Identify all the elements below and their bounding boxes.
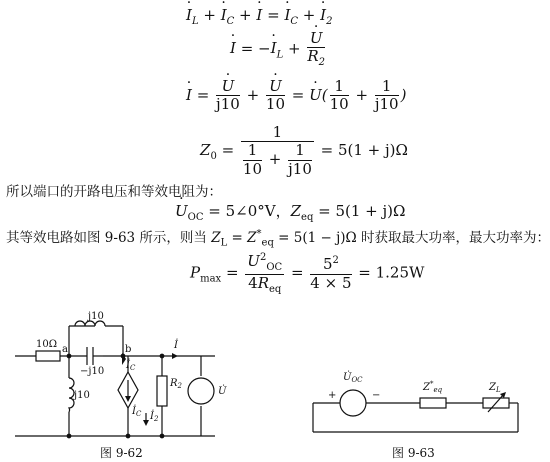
figure-9-62 [10,311,240,456]
label-node-a: a [62,344,68,355]
caption-fig-9-63: 图 9-63 [392,446,435,460]
label-zl: $Z_L$ [489,382,501,394]
equation-current: I · = $-I \cdot_L$ + $\frac{U \cdot}{R_2}$ [230,30,327,69]
label-u: U̇ [218,386,227,397]
label-left-inductor: j10 [74,390,90,401]
label-i: İ [174,340,178,351]
capacitor [87,347,103,365]
equation-z0: $Z_0$ = 1 $\frac{1}{10}$ + $\frac{1}{j10}$ = 5(1 + j)Ω [200,123,408,178]
resistor-10ohm [36,351,60,361]
paragraph-max-power-b: 时获取最大功率，最大功率为： [356,230,550,246]
label-i2: $İ_2$ [150,411,159,423]
resistor-r2 [157,376,167,406]
label-uoc: $U̇_{OC}$ [343,372,363,384]
label-r1: 10Ω [36,339,58,350]
label-top-inductor: j10 [88,311,104,322]
impedance-zeq [420,398,446,408]
equation-pmax: $P_{max}$ = $\frac{U^2_{OC}}{4R_{eq}}$ = $\frac{5^2}{4 \times 5}$ = 1.25W [190,252,425,295]
label-plus: + [328,390,337,401]
label-capacitor: −j10 [80,366,105,377]
equation-kcl: $I \cdot_L + I \cdot_C + I$ · = $I \cdot_C + I \cdot_2$ [186,6,332,27]
label-ic-top: $İ_C$ [126,360,136,372]
caption-fig-9-62: 图 9-62 [100,446,143,460]
voltage-source-uoc [340,390,366,416]
label-minus: − [372,390,381,401]
figure-9-63 [308,366,523,446]
voltage-source-u [188,378,214,404]
paragraph-max-power-a: 其等效电路如图 9-63 所示，则当 [6,230,212,246]
label-r2: $R_2$ [170,378,182,390]
equation-admittance: I · = $\frac{U \cdot}{j10}$ + $\frac{U \cdot}{10}$ = U ·( $\frac{1}{10}$ + $\frac{1}{j10}$ ) [186,78,406,114]
equation-uoc-zeq: $U \cdot_{OC}$ = 5∠0°V，$Z_{eq} = 5(1 + j)\Omega$ [175,200,405,223]
paragraph-open-circuit: 所以端口的开路电压和等效电阻为： [6,184,222,200]
label-node-b: b [125,344,132,355]
label-zeq: $Z^*_{eq}$ [423,380,443,394]
label-ic-source: $İ_C$ [132,406,142,418]
paragraph-max-power: 其等效电路如图 9-63 所示，则当 $Z_L = Z^*_{eq} = 5(1 - j)\Omega$ 时获取最大功率，最大功率为： [6,228,550,249]
